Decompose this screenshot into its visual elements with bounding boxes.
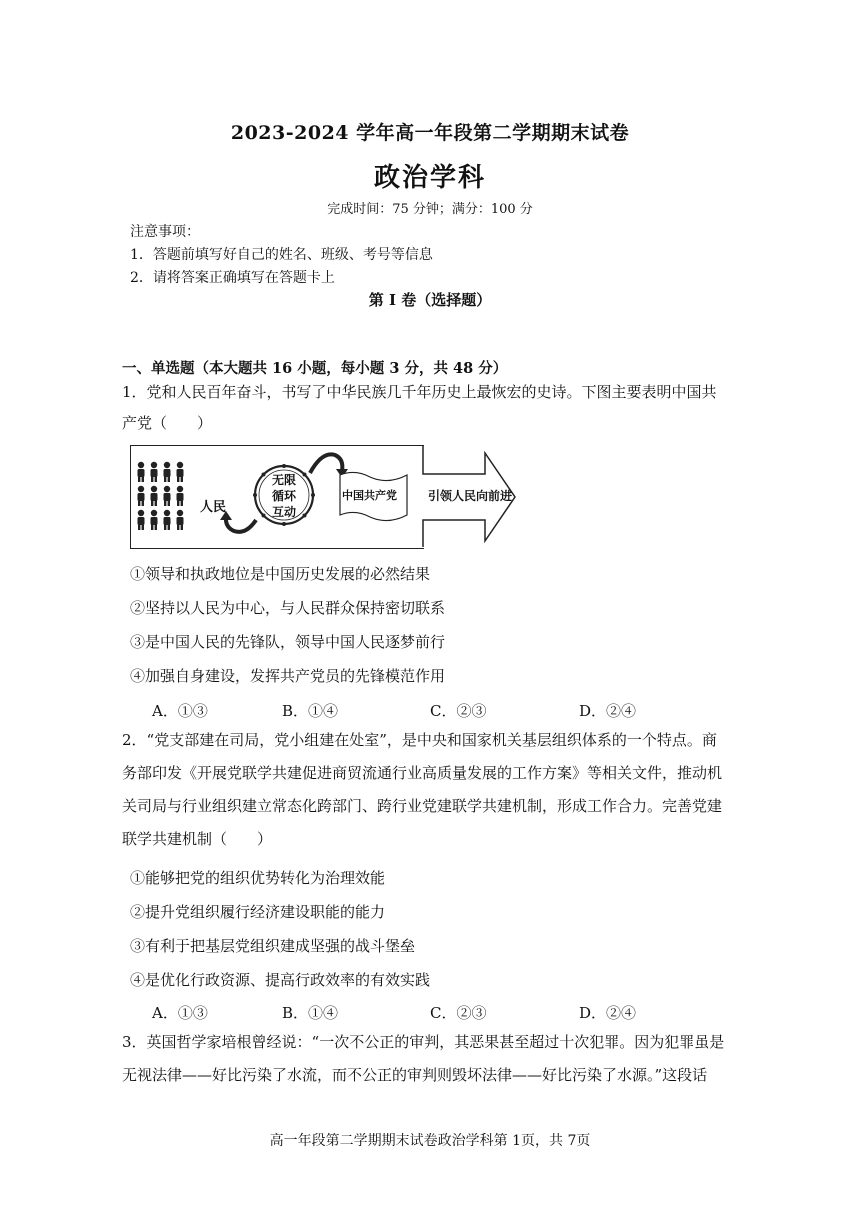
question-2-option: ①能够把党的组织优势转化为治理效能 <box>130 869 386 887</box>
notes-heading: 注意事项： <box>130 224 200 240</box>
question-1-line: 产党（ ） <box>122 414 213 432</box>
question-1-option: ③是中国人民的先锋队，领导中国人民逐梦前行 <box>130 633 446 651</box>
question-2-option: ②提升党组织履行经济建设职能的能力 <box>130 903 386 921</box>
subject-title: 政治学科 <box>373 163 486 193</box>
question-3-line: 无视法律——好比污染了水流，而不公正的审判则毁坏法律——好比污染了水源。”这段话 <box>122 1066 708 1084</box>
choice-c: C．②③ <box>430 702 487 720</box>
question-2-line: 联学共建机制（ ） <box>122 830 273 848</box>
people-label: 人民 <box>200 500 227 515</box>
choice-c: C．②③ <box>430 1004 487 1022</box>
party-label: 中国共产党 <box>342 489 397 502</box>
choice-a: A．①③ <box>152 702 208 720</box>
arrow-label: 引领人民向前进 <box>428 489 513 503</box>
question-2-option: ④是优化行政资源、提高行政效率的有效实践 <box>130 971 431 989</box>
people-icon <box>138 462 184 530</box>
question-3-line: 3．英国哲学家培根曾经说：“一次不公正的审判，其恶果甚至超过十次犯罪。因为犯罪虽是 <box>122 1033 725 1051</box>
question-1-option: ④加强自身建设，发挥共产党员的先锋模范作用 <box>130 667 446 685</box>
cycle-label: 循环 <box>272 489 297 503</box>
choice-b: B．①④ <box>282 702 339 720</box>
choice-a: A．①③ <box>152 1004 208 1022</box>
question-2-line: 务部印发《开展党联学共建促进商贸流通行业高质量发展的工作方案》等相关文件，推动机 <box>122 764 723 782</box>
section-title: 第 I 卷（选择题） <box>368 291 492 309</box>
question-1-line: 1．党和人民百年奋斗，书写了中华民族几千年历史上最恢宏的史诗。下图主要表明中国共 <box>122 383 717 401</box>
question-2-line: 2．“党支部建在司局，党小组建在处室”，是中央和国家机关基层组织体系的一个特点。商 <box>122 731 717 749</box>
note-item: 2．请将答案正确填写在答题卡上 <box>130 270 335 286</box>
page-footer: 高一年段第二学期期末试卷政治学科第 1页，共 7页 <box>269 1133 591 1149</box>
question-1-option: ①领导和执政地位是中国历史发展的必然结果 <box>130 565 431 583</box>
choice-d: D．②④ <box>579 702 637 720</box>
question-1-option: ②坚持以人民为中心，与人民群众保持密切联系 <box>130 599 446 617</box>
note-item: 1．答题前填写好自己的姓名、班级、考号等信息 <box>130 247 433 263</box>
question-2-line: 关司局与行业组织建立常态化跨部门、跨行业党建联学共建机制，形成工作合力。完善党建 <box>122 797 723 815</box>
question-2-option: ③有利于把基层党组织建成坚强的战斗堡垒 <box>130 937 416 955</box>
exam-meta: 完成时间：75 分钟；满分：100 分 <box>327 202 533 217</box>
exam-title: 2023-2024 学年高一年段第二学期期末试卷 <box>230 122 630 144</box>
part-heading: 一、单选题（本大题共 16 小题，每小题 3 分，共 48 分） <box>122 360 508 377</box>
cycle-label: 无限 <box>272 473 297 487</box>
question-1-figure <box>130 445 730 549</box>
choice-b: B．①④ <box>282 1004 339 1022</box>
cycle-label: 互动 <box>272 505 297 519</box>
choice-d: D．②④ <box>579 1004 637 1022</box>
